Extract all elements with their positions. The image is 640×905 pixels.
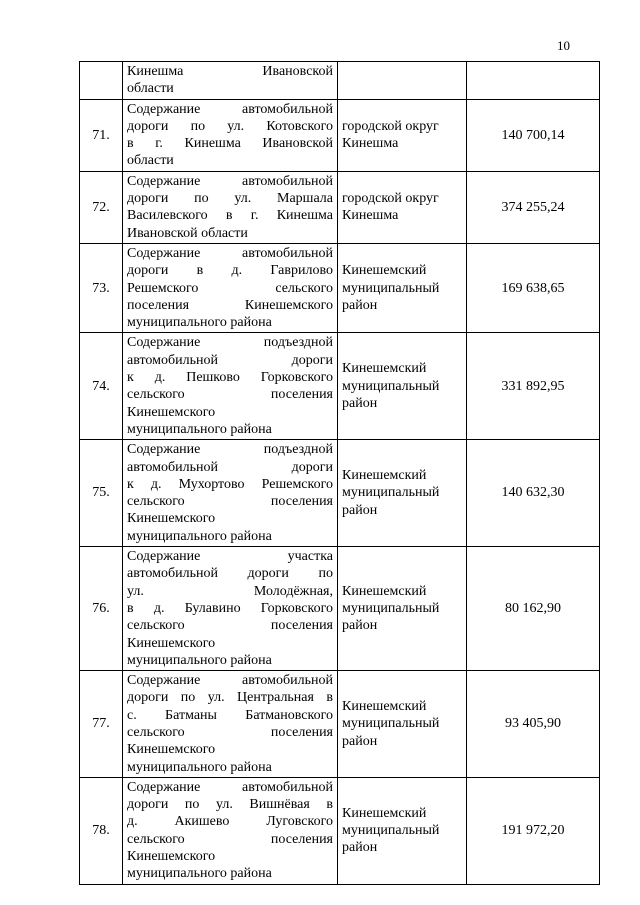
description-line: сельского поселения <box>127 387 333 403</box>
description-line: Содержание автомобильной <box>127 173 333 189</box>
territory <box>338 171 467 243</box>
description-line: Содержание участка <box>127 549 333 565</box>
territory <box>338 62 467 100</box>
amount: 80 162,90 <box>467 547 600 671</box>
amount: 374 255,24 <box>467 171 600 243</box>
description-line: Кинешемского <box>127 849 216 865</box>
territory-line: Кинешма <box>342 136 399 152</box>
territory-line: район <box>342 618 378 634</box>
description-line: Содержание автомобильной <box>127 245 333 261</box>
road-description <box>123 440 338 547</box>
territory <box>338 440 467 547</box>
table-row <box>80 62 600 100</box>
row-number <box>80 62 123 100</box>
description-line: в г. Кинешма Ивановской <box>127 136 333 152</box>
description-line: сельского поселения <box>127 494 333 510</box>
amount: 191 972,20 <box>467 777 600 884</box>
amount: 140 700,14 <box>467 99 600 171</box>
description-line: ул. Молодёжная, <box>127 583 333 599</box>
territory-line: Кинешма <box>342 208 399 224</box>
description-line: дороги по ул. Котовского <box>127 118 333 134</box>
description-line: дороги по ул. Маршала <box>127 191 333 207</box>
territory-line: муниципальный <box>342 280 440 296</box>
territory <box>338 333 467 440</box>
territory <box>338 99 467 171</box>
table-row <box>80 333 600 440</box>
description-line: дороги в д. Гаврилово <box>127 263 333 279</box>
territory <box>338 547 467 671</box>
road-description <box>123 333 338 440</box>
road-description <box>123 777 338 884</box>
road-description <box>123 547 338 671</box>
description-line: сельского поселения <box>127 724 333 740</box>
amount <box>467 62 600 100</box>
territory-line: район <box>342 840 378 856</box>
row-number: 77. <box>80 671 123 778</box>
description-line: Кинешма Ивановской <box>127 64 333 79</box>
description-line: автомобильной дороги <box>127 459 333 475</box>
territory-line: муниципальный <box>342 716 440 732</box>
territory <box>338 777 467 884</box>
row-number: 76. <box>80 547 123 671</box>
row-number: 78. <box>80 777 123 884</box>
table-row <box>80 243 600 332</box>
description-line: к д. Пешково Горковского <box>127 370 333 386</box>
amount: 140 632,30 <box>467 440 600 547</box>
description-line: Содержание автомобильной <box>127 673 333 689</box>
road-description <box>123 99 338 171</box>
description-line: Решемского сельского <box>127 280 333 296</box>
road-description <box>123 62 338 100</box>
description-line: Содержание подъездной <box>127 335 333 351</box>
description-line: д. Акишево Луговского <box>127 814 333 830</box>
row-number: 73. <box>80 243 123 332</box>
road-description <box>123 671 338 778</box>
description-line: поселения Кинешемского <box>127 297 333 313</box>
roads-table <box>79 61 600 885</box>
territory-line: городской округ <box>342 191 439 207</box>
description-line: автомобильной дороги по <box>127 566 333 582</box>
road-description <box>123 171 338 243</box>
territory <box>338 671 467 778</box>
amount: 169 638,65 <box>467 243 600 332</box>
territory-line: городской округ <box>342 118 439 134</box>
table-row <box>80 440 600 547</box>
amount: 331 892,95 <box>467 333 600 440</box>
description-line: Содержание автомобильной <box>127 101 333 117</box>
row-number: 72. <box>80 171 123 243</box>
territory-line: Кинешемский <box>342 468 427 484</box>
territory-line: муниципальный <box>342 485 440 501</box>
territory-line: Кинешемский <box>342 361 427 377</box>
territory-line: муниципальный <box>342 378 440 394</box>
territory-line: район <box>342 733 378 749</box>
table-row <box>80 171 600 243</box>
territory-line: район <box>342 297 378 313</box>
description-line: сельского поселения <box>127 831 333 847</box>
amount: 93 405,90 <box>467 671 600 778</box>
table-row <box>80 547 600 671</box>
page-number: 10 <box>557 38 570 53</box>
description-line: дороги по ул. Центральная в <box>127 690 333 706</box>
description-line: автомобильной дороги <box>127 352 333 368</box>
description-line: области <box>127 81 174 97</box>
description-line: с. Батманы Батмановского <box>127 707 333 723</box>
territory-line: Кинешемский <box>342 699 427 715</box>
description-line: Кинешемского <box>127 511 216 527</box>
description-line: Кинешемского <box>127 404 216 420</box>
territory-line: район <box>342 395 378 411</box>
row-number: 71. <box>80 99 123 171</box>
territory <box>338 243 467 332</box>
description-line: к д. Мухортово Решемского <box>127 476 333 492</box>
description-line: Кинешемского <box>127 635 216 651</box>
description-line: муниципального района <box>127 652 272 668</box>
description-line: муниципального района <box>127 528 272 544</box>
description-line: Содержание автомобильной <box>127 779 333 795</box>
table-row <box>80 99 600 171</box>
description-line: дороги по ул. Вишнёвая в <box>127 797 333 813</box>
description-line: Ивановской области <box>127 225 248 241</box>
description-line: области <box>127 153 174 169</box>
territory-line: Кинешемский <box>342 583 427 599</box>
description-line: Кинешемского <box>127 742 216 758</box>
row-number: 74. <box>80 333 123 440</box>
road-description <box>123 243 338 332</box>
territory-line: муниципальный <box>342 600 440 616</box>
territory-line: Кинешемский <box>342 805 427 821</box>
table-row <box>80 671 600 778</box>
row-number: 75. <box>80 440 123 547</box>
description-line: муниципального района <box>127 315 272 331</box>
description-line: сельского поселения <box>127 618 333 634</box>
territory-line: муниципальный <box>342 823 440 839</box>
description-line: в д. Булавино Горковского <box>127 600 333 616</box>
territory-line: район <box>342 502 378 518</box>
description-line: муниципального района <box>127 759 272 775</box>
table-row <box>80 777 600 884</box>
roads-table-body <box>80 62 600 885</box>
description-line: Василевского в г. Кинешма <box>127 208 333 224</box>
description-line: муниципального района <box>127 421 272 437</box>
territory-line: Кинешемский <box>342 263 427 279</box>
description-line: муниципального района <box>127 866 272 882</box>
description-line: Содержание подъездной <box>127 442 333 458</box>
